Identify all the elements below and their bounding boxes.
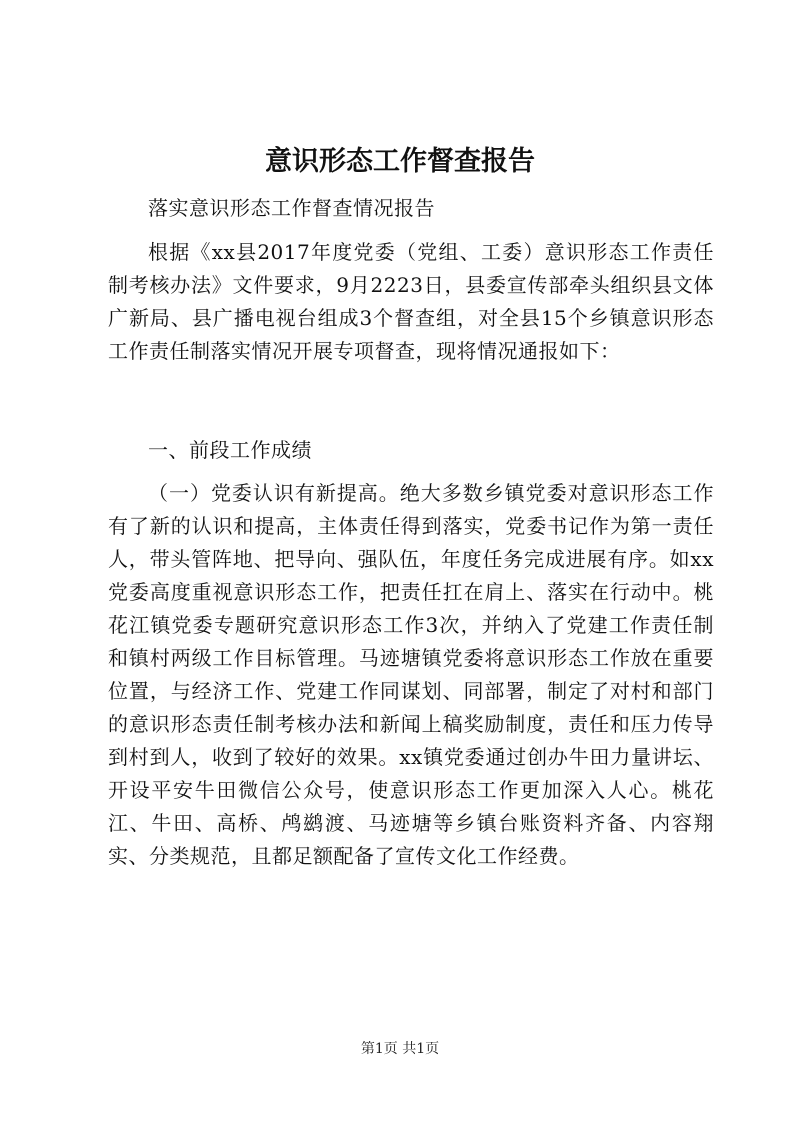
paragraph-subtitle: 落实意识形态工作督查情况报告 — [148, 196, 435, 220]
paragraph-intro: 根据《xx县2017年度党委（党组、工委）意识形态工作责任制考核办法》文件要求，9月2223日，县委宣传部牵头组织县文体广新局、县广播电视台组成3个督查组，对全县15个乡镇意识形态工作责任制落实情况开展专项督查，现将情况通报如下： — [108, 240, 714, 363]
paragraph-section-heading: 一、前段工作成绩 — [148, 438, 312, 462]
paragraph-achievements: （一）党委认识有新提高。绝大多数乡镇党委对意识形态工作有了新的认识和提高，主体责任得到落实，党委书记作为第一责任人，带头管阵地、把导向、强队伍，年度任务完成进展有序。如xx党委高度重视意识形态工作，把责任扛在肩上、落实在行动中。桃花江镇党委专题研究意识形态工作3次，并纳入了党建工作责任制和镇村两级工作目标管理。马迹塘镇党委将意识形态工作放在重要位置，与经济工作、党建工作同谋划、同部署，制定了对村和部门的意识形态责任制考核办法和新闻上稿奖励制度，责任和压力传导到村到人，收到了较好的效果。xx镇党委通过创办牛田力量讲坛、开设平安牛田微信公众号，使意识形态工作更加深入人心。桃花江、牛田、高桥、鸬鹚渡、马迹塘等乡镇台账资料齐备、内容翔实、分类规范，且都足额配备了宣传文化工作经费。 — [108, 481, 714, 868]
document-title: 意识形态工作督查报告 — [265, 146, 535, 177]
page-footer: 第1页 共1页 — [360, 1041, 440, 1057]
